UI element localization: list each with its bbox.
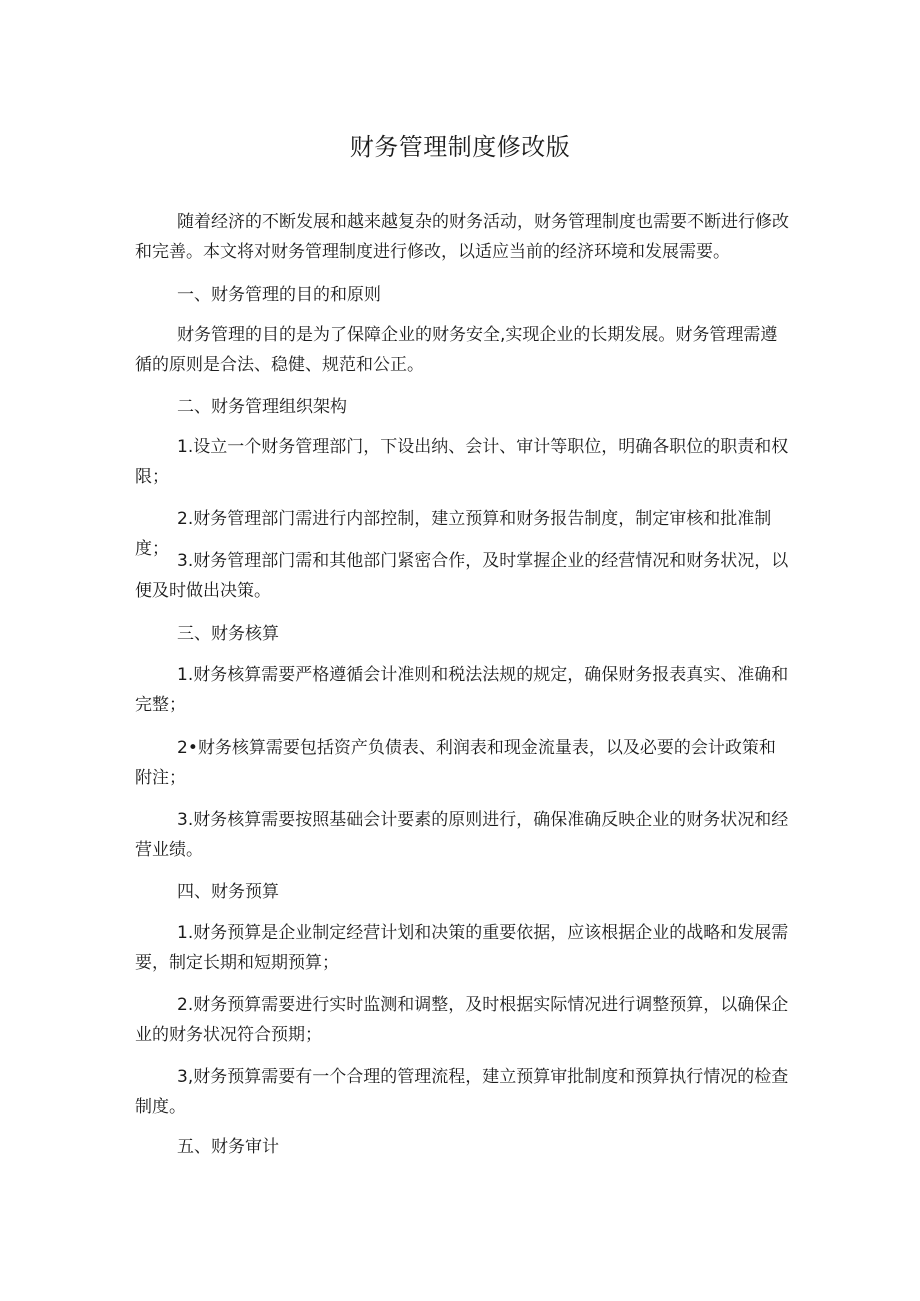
section-4-paragraph-1: 1.财务预算是企业制定经营计划和决策的重要依据，应该根据企业的战略和发展需要，制定长期和短期预算； — [135, 923, 789, 973]
section-heading-3: 三、财务核算 — [177, 624, 279, 644]
section-heading-1: 一、财务管理的目的和原则 — [177, 285, 381, 305]
section-3-paragraph-2: 2•财务核算需要包括资产负债表、利润表和现金流量表，以及必要的会计政策和附注； — [135, 738, 776, 788]
section-heading-4: 四、财务预算 — [177, 882, 279, 902]
section-heading-5: 五、财务审计 — [177, 1137, 279, 1157]
section-2-paragraph-1: 1.设立一个财务管理部门，下设出纳、会计、审计等职位，明确各职位的职责和权限； — [135, 437, 789, 487]
section-1-paragraph-1: 财务管理的目的是为了保障企业的财务安全,实现企业的长期发展。财务管理需遵循的原则是合法、稳健、规范和公正。 — [135, 325, 778, 375]
section-3-paragraph-1: 1.财务核算需要严格遵循会计准则和税法法规的规定，确保财务报表真实、准确和完整； — [135, 665, 789, 715]
document-title: 财务管理制度修改版 — [349, 133, 571, 161]
section-heading-2: 二、财务管理组织架构 — [177, 397, 347, 417]
intro-paragraph: 随着经济的不断发展和越来越复杂的财务活动，财务管理制度也需要不断进行修改和完善。本文将对财务管理制度进行修改，以适应当前的经济环境和发展需要。 — [135, 212, 789, 262]
section-2-paragraph-3: 3.财务管理部门需和其他部门紧密合作，及时掌握企业的经营情况和财务状况，以便及时做出决策。 — [135, 551, 789, 601]
section-2-paragraph-2: 2.财务管理部门需进行内部控制，建立预算和财务报告制度，制定审核和批准制度； — [135, 509, 772, 559]
section-3-paragraph-3: 3.财务核算需要按照基础会计要素的原则进行，确保准确反映企业的财务状况和经营业绩。 — [135, 810, 789, 860]
section-4-paragraph-2: 2.财务预算需要进行实时监测和调整，及时根据实际情况进行调整预算，以确保企业的财务状况符合预期； — [135, 995, 789, 1045]
section-4-paragraph-3: 3,财务预算需要有一个合理的管理流程，建立预算审批制度和预算执行情况的检查制度。 — [135, 1067, 789, 1117]
